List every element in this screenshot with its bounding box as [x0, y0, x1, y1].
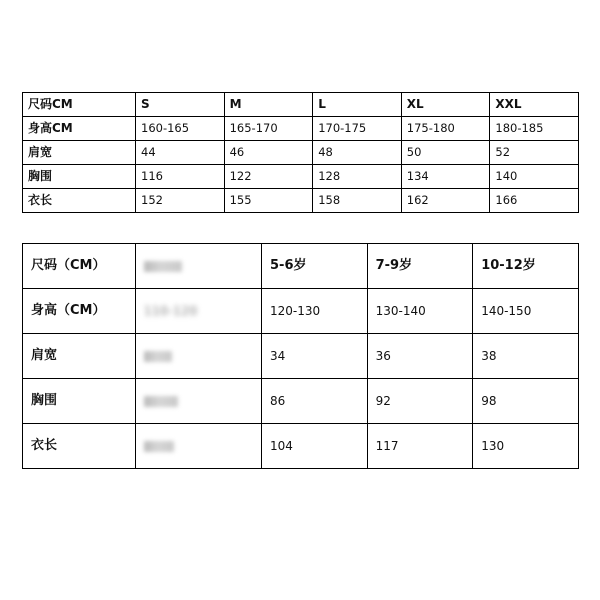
table-cell: 117	[367, 424, 473, 469]
table-cell: 158	[313, 189, 402, 213]
table-cell: XXL	[490, 93, 579, 117]
table-cell: 116	[136, 165, 225, 189]
table-row	[23, 141, 579, 165]
table-cell: M	[224, 93, 313, 117]
table-cell: 130	[473, 424, 579, 469]
table-row	[23, 93, 579, 117]
blurred-content: 110-120	[144, 304, 198, 318]
table-row	[23, 189, 579, 213]
table-row	[23, 424, 579, 469]
blurred-content	[144, 351, 172, 362]
table-cell: 10-12岁	[473, 244, 579, 289]
table-cell: S	[136, 93, 225, 117]
table-cell: 48	[313, 141, 402, 165]
table-cell: 92	[367, 379, 473, 424]
table-cell: 120-130	[262, 289, 368, 334]
table-row	[23, 334, 579, 379]
table-cell: 165-170	[224, 117, 313, 141]
table-cell: L	[313, 93, 402, 117]
obscured-cell	[136, 244, 262, 289]
table-cell: 160-165	[136, 117, 225, 141]
table-cell: 166	[490, 189, 579, 213]
table-cell: 36	[367, 334, 473, 379]
obscured-cell	[136, 424, 262, 469]
adult-size-table	[22, 92, 579, 213]
table-row	[23, 117, 579, 141]
table-cell: 162	[401, 189, 490, 213]
table-cell: 152	[136, 189, 225, 213]
row-label: 衣长	[23, 189, 136, 213]
row-label: 胸围	[23, 165, 136, 189]
row-label: 身高（CM）	[23, 289, 136, 334]
obscured-cell	[136, 334, 262, 379]
table-cell: 34	[262, 334, 368, 379]
obscured-cell	[136, 379, 262, 424]
table-cell: 134	[401, 165, 490, 189]
table-cell: 140-150	[473, 289, 579, 334]
table-row	[23, 289, 579, 334]
table-cell: 155	[224, 189, 313, 213]
row-label: 肩宽	[23, 141, 136, 165]
kids-size-chart	[22, 243, 578, 469]
row-label: 尺码CM	[23, 93, 136, 117]
row-label: 尺码（CM）	[23, 244, 136, 289]
table-cell: XL	[401, 93, 490, 117]
table-cell: 38	[473, 334, 579, 379]
row-label: 胸围	[23, 379, 136, 424]
table-row	[23, 244, 579, 289]
table-cell: 46	[224, 141, 313, 165]
table-cell: 175-180	[401, 117, 490, 141]
table-cell: 44	[136, 141, 225, 165]
row-label: 肩宽	[23, 334, 136, 379]
row-label: 身高CM	[23, 117, 136, 141]
table-cell: 50	[401, 141, 490, 165]
adult-size-chart	[22, 92, 578, 213]
table-cell: 7-9岁	[367, 244, 473, 289]
table-cell: 104	[262, 424, 368, 469]
row-label: 衣长	[23, 424, 136, 469]
table-row	[23, 165, 579, 189]
table-cell: 86	[262, 379, 368, 424]
blurred-content	[144, 396, 178, 407]
table-cell: 52	[490, 141, 579, 165]
table-cell: 170-175	[313, 117, 402, 141]
obscured-cell	[136, 289, 262, 334]
table-cell: 180-185	[490, 117, 579, 141]
table-cell: 130-140	[367, 289, 473, 334]
table-cell: 140	[490, 165, 579, 189]
blurred-content	[144, 261, 182, 272]
table-cell: 98	[473, 379, 579, 424]
table-cell: 122	[224, 165, 313, 189]
table-cell: 5-6岁	[262, 244, 368, 289]
table-cell: 128	[313, 165, 402, 189]
blurred-content	[144, 441, 174, 452]
kids-size-table	[22, 243, 579, 469]
table-row	[23, 379, 579, 424]
